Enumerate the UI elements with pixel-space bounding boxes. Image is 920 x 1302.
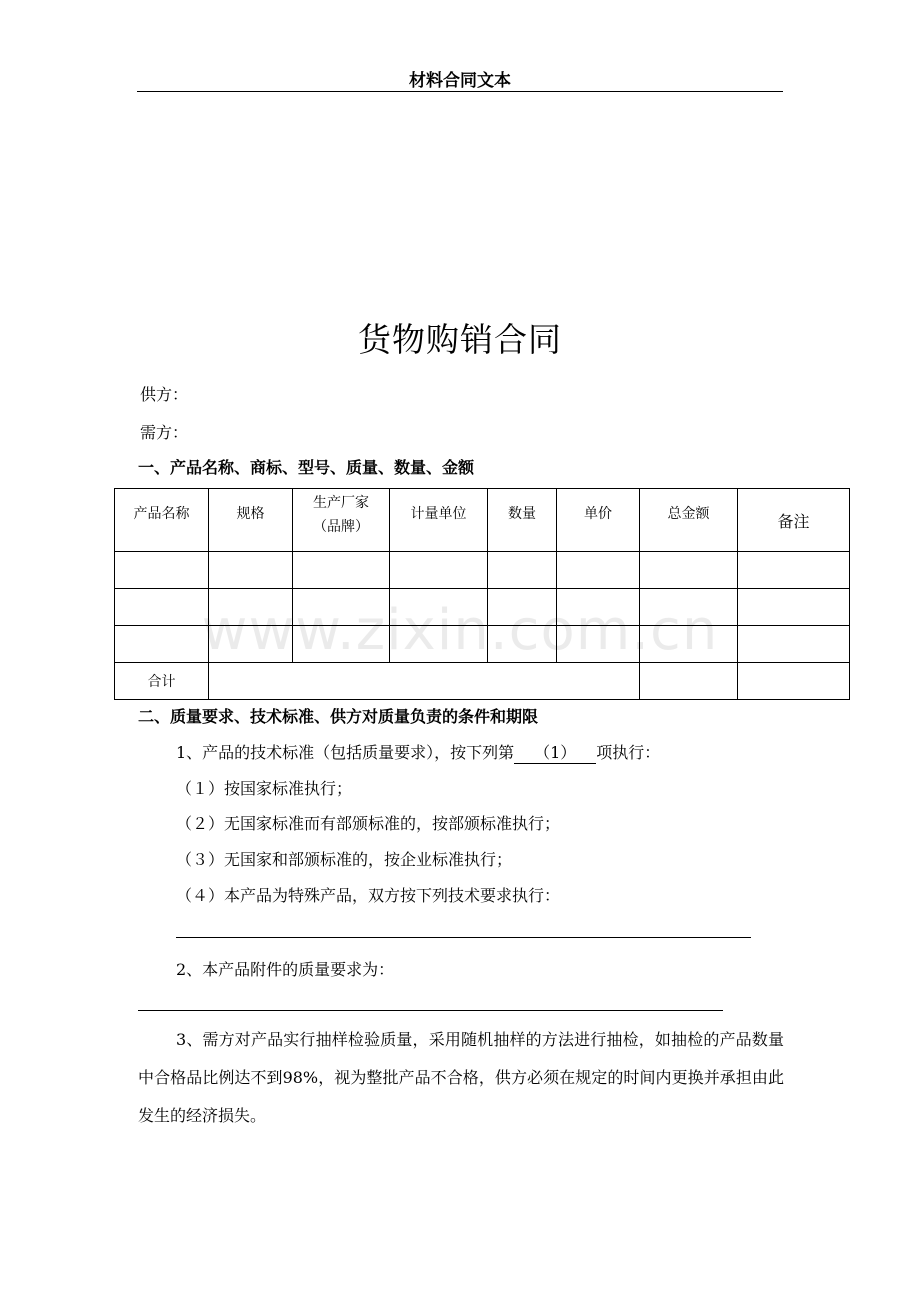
table-cell[interactable] — [115, 552, 209, 589]
section2-heading: 二、质量要求、技术标准、供方对质量负责的条件和期限 — [138, 707, 539, 726]
table-header-row — [115, 489, 850, 552]
col-manufacturer-line1: 生产厂家 — [313, 495, 369, 511]
table-cell[interactable] — [488, 552, 557, 589]
col-unit-price: 单价 — [557, 489, 640, 552]
item1-prefix: 1、产品的技术标准（包括质量要求），按下列第 — [176, 743, 515, 762]
table-cell[interactable] — [209, 552, 293, 589]
total-label: 合计 — [115, 663, 209, 700]
table-cell[interactable] — [557, 552, 640, 589]
page-header: 材料合同文本 — [409, 71, 511, 91]
table-cell[interactable] — [390, 552, 488, 589]
goods-table — [114, 488, 850, 700]
buyer-label: 需方： — [140, 423, 189, 442]
col-manufacturer-line2: （品牌） — [313, 519, 369, 535]
col-unit: 计量单位 — [390, 489, 488, 552]
table-cell[interactable] — [293, 552, 390, 589]
table-cell[interactable] — [640, 552, 738, 589]
option-3: （３）无国家和部颁标准的，按企业标准执行； — [176, 850, 513, 869]
accessory-requirements-blank-line[interactable] — [138, 1010, 723, 1011]
total-remarks-cell[interactable] — [738, 663, 850, 700]
table-cell[interactable] — [738, 552, 850, 589]
supplier-label: 供方： — [140, 385, 189, 404]
item3-paragraph: 3、需方对产品实行抽样检验质量，采用随机抽样的方法进行抽检，如抽检的产品数量中合格品比例达不到98%，视为整批产品不合格，供方必须在规定的时间内更换并承担由此发生的经济损失。 — [138, 1030, 784, 1125]
total-amount-cell[interactable] — [640, 663, 738, 700]
total-merged-cell[interactable] — [209, 663, 640, 700]
col-product-name: 产品名称 — [115, 489, 209, 552]
table-total-row — [115, 663, 850, 700]
option-4: （４）本产品为特殊产品，双方按下列技术要求执行： — [176, 886, 561, 905]
col-remarks: 备注 — [738, 489, 850, 552]
watermark: www.zixin.com.cn — [201, 598, 719, 663]
option-2: （２）无国家标准而有部颁标准的，按部颁标准执行； — [176, 814, 561, 833]
col-spec: 规格 — [209, 489, 293, 552]
item1-suffix: 项执行： — [596, 743, 661, 762]
document-title: 货物购销合同 — [358, 320, 562, 359]
item2-text: 2、本产品附件的质量要求为： — [176, 960, 395, 979]
header-rule — [137, 91, 783, 92]
item1-line — [176, 740, 660, 764]
table-row — [115, 552, 850, 589]
col-total-amount: 总金额 — [640, 489, 738, 552]
col-quantity: 数量 — [488, 489, 557, 552]
tech-requirements-blank-line[interactable] — [176, 937, 751, 938]
col-manufacturer — [293, 489, 390, 552]
option-1: （１）按国家标准执行； — [176, 779, 353, 798]
standard-choice-field[interactable]: （1） — [514, 740, 596, 764]
section1-heading: 一、产品名称、商标、型号、质量、数量、金额 — [138, 458, 475, 477]
